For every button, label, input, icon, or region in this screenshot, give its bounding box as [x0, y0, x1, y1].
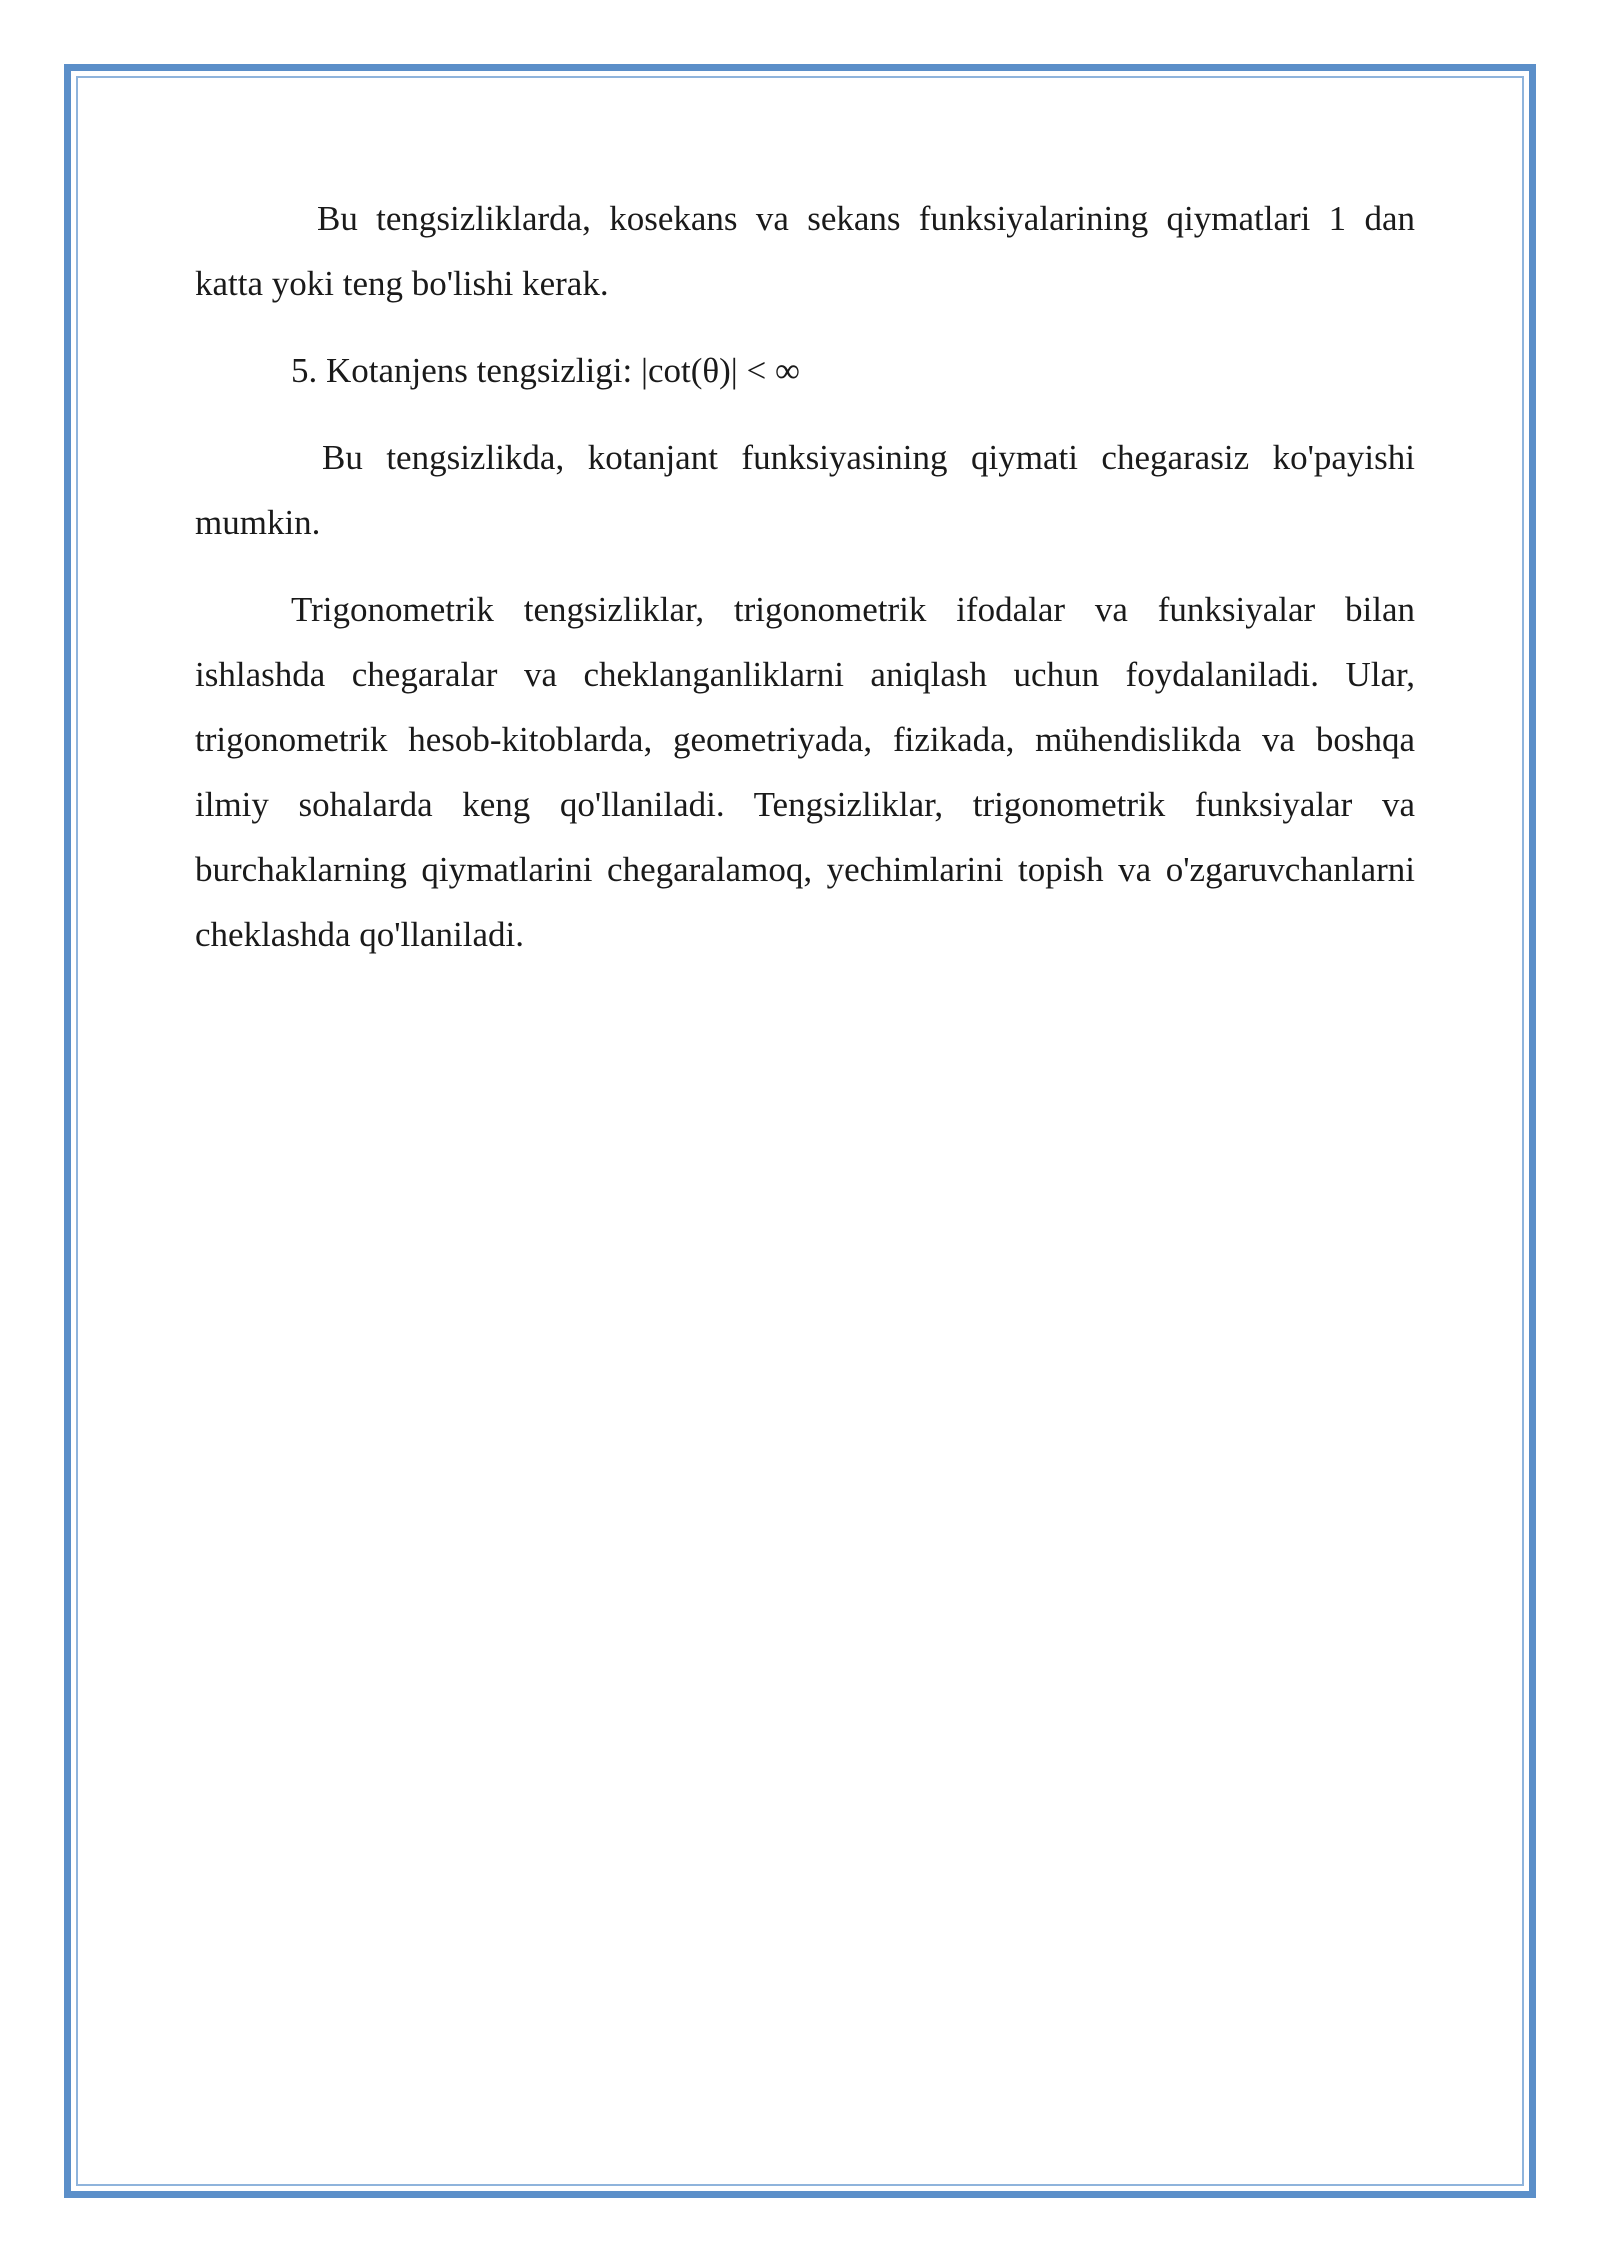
paragraph-cotangent-inequality: 5. Kotanjens tengsizligi: |cot(θ)| < ∞ [291, 351, 800, 390]
paragraph-cosecant-secant-note: Bu tengsizliklarda, kosekans va sekans funksiyalarining qiymatlari 1 dan katta yoki teng bo'lishi kerak. [195, 199, 1415, 303]
document-body [195, 186, 1415, 989]
paragraph-summary: Trigonometrik tengsizliklar, trigonometrik ifodalar va funksiyalar bilan ishlashda chegaralar va cheklanganliklarni aniqlash uchun foydalaniladi. Ular, trigonometrik hesob-kitoblarda, geometriyada, fizikada, mühendislikda va boshqa ilmiy sohalarda keng qo'llaniladi. Tengsizliklar, trigonometrik funksiyalar va burchaklarning qiymatlarini chegaralamoq, yechimlarini topish va o'zgaruvchanlarni cheklashda qo'llaniladi. [195, 590, 1415, 954]
paragraph-cotangent-note: Bu tengsizlikda, kotanjant funksiyasining qiymati chegarasiz ko'payishi mumkin. [195, 438, 1415, 542]
